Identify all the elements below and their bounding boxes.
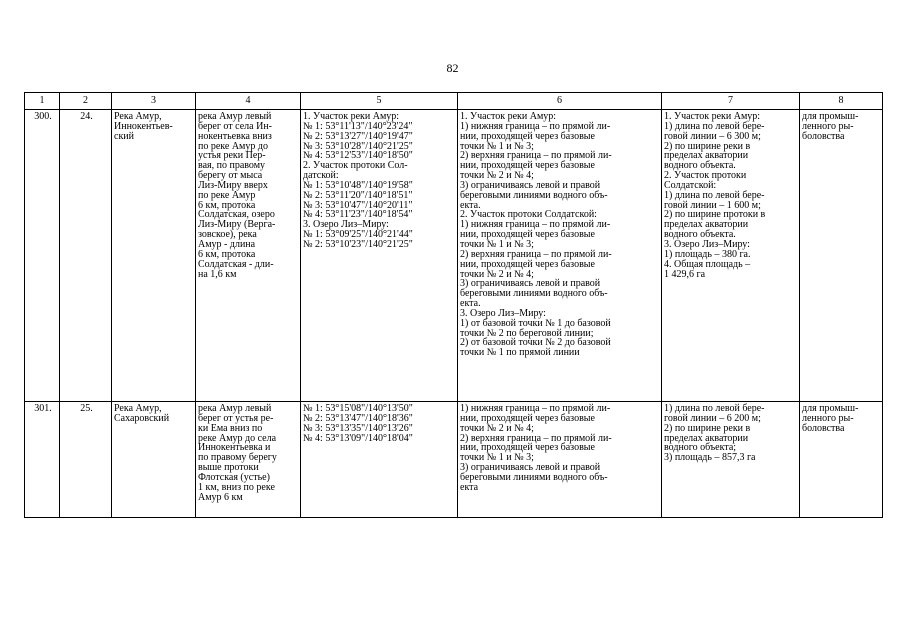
text-line: № 1: 53°15'08"/140°13'50"	[303, 403, 413, 414]
text-line: река Амур левый	[198, 403, 272, 414]
text-line: ленного ры-	[802, 412, 854, 424]
text-line: берег от села Ин-	[198, 120, 273, 132]
text-line: Сахаровский	[114, 412, 170, 424]
text-line: 1) длина по левой бере-	[664, 189, 765, 201]
text-line: берегу от мыса	[198, 170, 263, 182]
header-col-3: 3	[112, 93, 196, 110]
text-line: екта.	[460, 298, 481, 310]
text-line: нокентьевка вниз	[198, 130, 272, 142]
purpose-cell	[800, 110, 883, 402]
text-line: береговыми линиями водного объ-	[460, 288, 608, 300]
area-size-cell	[662, 110, 800, 402]
text-line: 1 км, вниз по реке	[198, 481, 275, 493]
text-line: 2) по ширине реки в	[664, 422, 751, 434]
header-col-4: 4	[196, 93, 301, 110]
text-line: 2) верхняя граница – по прямой ли-	[460, 248, 612, 260]
text-line: Солдатской:	[664, 179, 717, 191]
boundary-description-cell	[458, 110, 662, 402]
text-line: 1) длина по левой бере-	[664, 120, 765, 132]
text-line: 3) ограничиваясь левой и правой	[460, 179, 601, 191]
text-line: точки № 2 по береговой линии;	[460, 327, 594, 339]
text-line: № 3: 53°10'47"/140°20'11"	[303, 199, 413, 211]
text-line: № 2: 53°11'20"/140°18'51"	[303, 189, 413, 201]
text-line: 3) площадь – 857,3 га	[664, 452, 756, 464]
text-line: 2) по ширине протоки в	[664, 209, 766, 221]
text-line: 1. Участок реки Амур:	[460, 111, 557, 122]
text-line: датской:	[303, 170, 339, 182]
text-line: № 4: 53°13'09"/140°18'04"	[303, 432, 413, 444]
text-line: береговыми линиями водного объ-	[460, 189, 608, 201]
text-line: точки № 1 по прямой линии	[460, 347, 580, 359]
text-line: по реке Амур до	[198, 140, 268, 152]
text-line: Солдатская, озеро	[198, 209, 275, 221]
header-row	[25, 93, 883, 110]
text-line: ленного ры-	[802, 120, 854, 132]
header-col-6: 6	[458, 93, 662, 110]
coordinates-cell	[301, 402, 458, 518]
text-line: 2. Участок протоки Солдатской:	[460, 209, 597, 221]
text-line: точки № 1 и № 3;	[460, 238, 534, 250]
text-line: 6 км, протока	[198, 248, 256, 260]
text-line: пределах акватории	[664, 219, 749, 231]
text-line: для промыш-	[802, 111, 859, 122]
text-line: 1) нижняя граница – по прямой ли-	[460, 403, 611, 414]
text-line: екта.	[460, 199, 481, 211]
text-line: № 1: 53°10'48"/140°19'58"	[303, 179, 413, 191]
header-col-2: 2	[60, 93, 112, 110]
text-line: говой линии – 6 200 м;	[664, 412, 761, 424]
text-line: река Амур левый	[198, 111, 272, 122]
text-line: 1. Участок реки Амур:	[303, 111, 400, 122]
text-line: № 2: 53°13'27"/140°19'47"	[303, 130, 413, 142]
fishing-areas-table	[24, 92, 883, 518]
area-number: 25.	[60, 402, 112, 518]
text-line: ский	[114, 130, 134, 142]
text-line: зовское), река	[198, 229, 257, 241]
text-line: 2) от базовой точки № 2 до базовой	[460, 337, 611, 349]
text-line: Иннокентьевка и	[198, 442, 271, 454]
text-line: 3) ограничиваясь левой и правой	[460, 278, 601, 290]
text-line: Лиз-Миру (Верга-	[198, 219, 276, 231]
text-line: берег от устья ре-	[198, 412, 274, 424]
text-line: екта	[460, 481, 479, 493]
text-line: водного объекта.	[664, 229, 736, 241]
table-row	[25, 110, 883, 402]
text-line: 3. Озеро Лиз–Миру:	[664, 238, 750, 250]
text-line: точки № 2 и № 4;	[460, 170, 534, 182]
text-line: по правому берегу	[198, 452, 277, 464]
text-line: точки № 1 и № 3;	[460, 140, 534, 152]
area-boundaries-cell	[196, 110, 301, 402]
table-row	[25, 402, 883, 518]
text-line: устья реки Пер-	[198, 150, 266, 162]
text-line: 3. Озеро Лиз–Миру:	[460, 307, 546, 319]
text-line: ки Ема вниз по	[198, 422, 263, 434]
text-line: 1. Участок реки Амур:	[664, 111, 761, 122]
purpose-cell	[800, 402, 883, 518]
header-col-7: 7	[662, 93, 800, 110]
area-boundaries-cell	[196, 402, 301, 518]
text-line: 6 км, протока	[198, 199, 256, 211]
text-line: 1) от базовой точки № 1 до базовой	[460, 317, 611, 329]
text-line: для промыш-	[802, 403, 859, 414]
text-line: нии, проходящей через базовые	[460, 130, 595, 142]
text-line: говой линии – 6 300 м;	[664, 130, 761, 142]
text-line: точки № 2 и № 4;	[460, 268, 534, 280]
text-line: 1) длина по левой бере-	[664, 403, 765, 414]
text-line: 1) нижняя граница – по прямой ли-	[460, 219, 611, 231]
area-number: 24.	[60, 110, 112, 402]
text-line: реке Амур до села	[198, 432, 277, 444]
text-line: береговыми линиями водного объ-	[460, 471, 608, 483]
page-number: 82	[446, 61, 459, 75]
text-line: Солдатская - дли-	[198, 258, 274, 270]
text-line: боловства	[802, 422, 845, 434]
text-line: Флотская (устье)	[198, 471, 270, 483]
text-line: нии, проходящей через базовые	[460, 258, 595, 270]
text-line: 1) нижняя граница – по прямой ли-	[460, 120, 611, 132]
text-line: нии, проходящей через базовые	[460, 229, 595, 241]
text-line: по реке Амур	[198, 189, 256, 201]
text-line: выше протоки	[198, 462, 259, 474]
text-line: говой линии – 1 600 м;	[664, 199, 761, 211]
text-line: № 1: 53°11'13"/140°23'24"	[303, 120, 413, 132]
text-line: 2. Участок протоки	[664, 170, 747, 182]
text-line: Река Амур,	[114, 403, 162, 414]
area-name-cell	[112, 110, 196, 402]
text-line: 2) верхняя граница – по прямой ли-	[460, 150, 612, 162]
text-line: Амур - длина	[198, 238, 256, 250]
text-line: Лиз-Миру вверх	[198, 179, 268, 191]
text-line: боловства	[802, 130, 845, 142]
text-line: нии, проходящей через базовые	[460, 412, 595, 424]
text-line: 1) площадь – 380 га.	[664, 248, 751, 260]
text-line: 2) по ширине реки в	[664, 140, 751, 152]
text-line: на 1,6 км	[198, 268, 237, 280]
text-line: 1 429,6 га	[664, 268, 706, 280]
header-col-5: 5	[301, 93, 458, 110]
text-line: 2) верхняя граница – по прямой ли-	[460, 432, 612, 444]
text-line: 3) ограничиваясь левой и правой	[460, 462, 601, 474]
row-number: 300.	[25, 110, 60, 402]
header-col-1: 1	[25, 93, 60, 110]
text-line: водного объекта;	[664, 442, 737, 454]
header-col-8: 8	[800, 93, 883, 110]
text-line: № 2: 53°10'23"/140°21'25"	[303, 238, 413, 250]
area-size-cell	[662, 402, 800, 518]
text-line: № 1: 53°09'25"/140°21'44"	[303, 229, 413, 241]
row-number: 301.	[25, 402, 60, 518]
text-line: Иннокентьев-	[114, 120, 173, 132]
text-line: № 4: 53°12'53"/140°18'50"	[303, 150, 413, 162]
coordinates-cell	[301, 110, 458, 402]
text-line: пределах акватории	[664, 150, 749, 162]
text-line: Река Амур,	[114, 111, 162, 122]
text-line: Амур 6 км	[198, 491, 243, 503]
text-line: водного объекта.	[664, 160, 736, 172]
text-line: № 3: 53°10'28"/140°21'25"	[303, 140, 413, 152]
text-line: 2. Участок протоки Сол-	[303, 160, 408, 172]
text-line: 4. Общая площадь –	[664, 258, 751, 270]
boundary-description-cell	[458, 402, 662, 518]
text-line: точки № 2 и № 4;	[460, 422, 534, 434]
text-line: нии, проходящей через базовые	[460, 160, 595, 172]
text-line: № 2: 53°13'47"/140°18'36"	[303, 412, 413, 424]
text-line: вая, по правому	[198, 160, 266, 172]
text-line: № 3: 53°13'35"/140°13'26"	[303, 422, 413, 434]
text-line: 3. Озеро Лиз–Миру:	[303, 219, 389, 231]
text-line: № 4: 53°11'23"/140°18'54"	[303, 209, 413, 221]
area-name-cell	[112, 402, 196, 518]
text-line: пределах акватории	[664, 432, 749, 444]
text-line: точки № 1 и № 3;	[460, 452, 534, 464]
text-line: нии, проходящей через базовые	[460, 442, 595, 454]
